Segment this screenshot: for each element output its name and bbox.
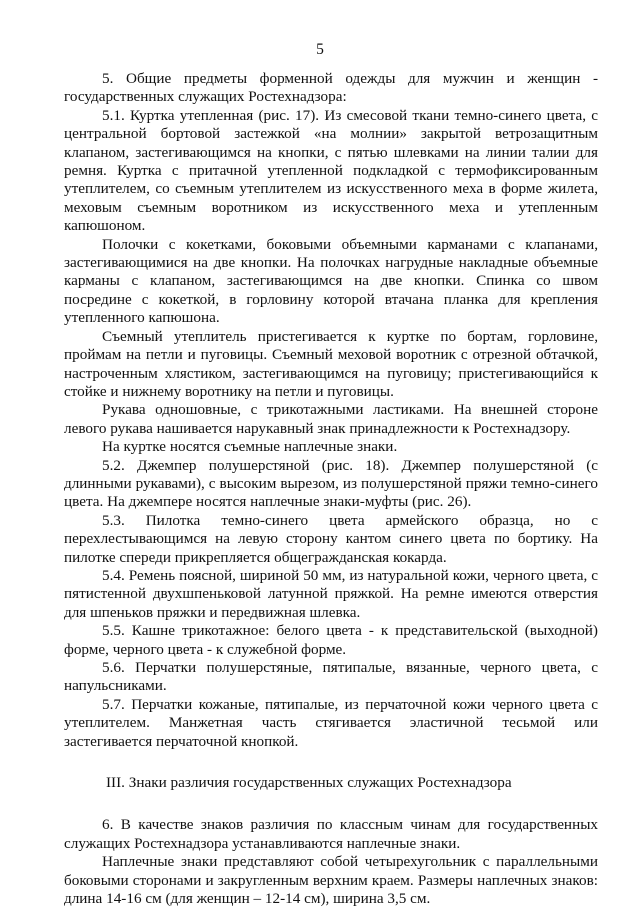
paragraph-removable-liner: Съемный утеплитель пристегивается к куртке по бортам, горловине, проймам на петли и пуговицы. Съемный меховой воротник с отрезной обтачкой, настроченным хлястиком, застегивающимся на пуговицу; пристегивающийся к стойке и нижнему воротнику на петли и пуговицы. [64, 327, 598, 400]
page-number: 5 [316, 41, 324, 58]
paragraph-sleeves: Рукава одношовные, с трикотажными ластиками. На внешней стороне левого рукава нашивается нарукавный знак принадлежности к Ростехнадзору. [64, 401, 598, 437]
paragraph-shoulder-mark-size: Наплечные знаки представляют собой четырехугольник с параллельными боковыми сторонами и закругленным верхним краем. Размеры наплечных знаков: длина 14-16 см (для женщин – 12-14 см), ширина 3,5 см. [64, 853, 598, 908]
paragraph-5-1-jacket: 5.1. Куртка утепленная (рис. 17). Из смесовой ткани темно-синего цвета, с центральной бортовой застежкой «на молнии» закрытой ветрозащитным клапаном, застегивающимся на кнопки, с пятью шлевками на линии талии для ремня. Куртка с притачной утепленной подкладкой с термофиксированным утеплителем, со съемным утеплителем из искусственного меха в форме жилета, меховым съемным воротником из искусственного меха и утепленным капюшоном. [64, 106, 598, 235]
section-heading-iii: III. Знаки различия государственных служащих Ростехнадзора [106, 774, 512, 792]
paragraph-5-7-leather-gloves: 5.7. Перчатки кожаные, пятипалые, из перчаточной кожи черного цвета с утеплителем. Манжетная часть стягивается эластичной тесьмой или застегивается перчаточной кнопкой. [64, 695, 598, 750]
paragraph-5-4-belt: 5.4. Ремень поясной, шириной 50 мм, из натуральной кожи, черного цвета, с пятистенной двухшпеньковой латунной пряжкой. На ремне имеются отверстия для шпеньков пряжки и передвижная шлевка. [64, 566, 598, 621]
paragraph-6-insignia: 6. В качестве знаков различия по классным чинам для государственных служащих Ростехнадзора устанавливаются наплечные знаки. [64, 816, 598, 852]
document-body [64, 70, 598, 908]
paragraph-5-5-scarf: 5.5. Кашне трикотажное: белого цвета - к представительской (выходной) форме, черного цвета - к служебной форме. [64, 622, 598, 658]
paragraph-jacket-fronts: Полочки с кокетками, боковыми объемными карманами с клапанами, застегивающимися на две кнопки. На полочках нагрудные накладные объемные карманы с клапаном, застегивающимся на две кнопки. Спинка со швом посредине с кокеткой, в горловину которой втачана планка для крепления утепленного капюшона. [64, 235, 598, 327]
paragraph-5-3-cap: 5.3. Пилотка темно-синего цвета армейского образца, но с перехлестывающимся на левую сторону кантом синего цвета по бортику. На пилотке спереди прикрепляется общегражданская кокарда. [64, 511, 598, 566]
paragraph-5-6-wool-gloves: 5.6. Перчатки полушерстяные, пятипалые, вязанные, черного цвета, с напульсниками. [64, 659, 598, 695]
paragraph-5-general-items: 5. Общие предметы форменной одежды для мужчин и женщин - государственных служащих Ростехнадзора: [64, 70, 598, 106]
paragraph-5-2-jumper: 5.2. Джемпер полушерстяной (рис. 18). Джемпер полушерстяной (с длинными рукавами), с высоким вырезом, из полушерстяной пряжи темно-синего цвета. На джемпере носятся наплечные знаки-муфты (рис. 26). [64, 456, 598, 511]
paragraph-shoulder-marks-jacket: На куртке носятся съемные наплечные знаки. [102, 438, 398, 456]
